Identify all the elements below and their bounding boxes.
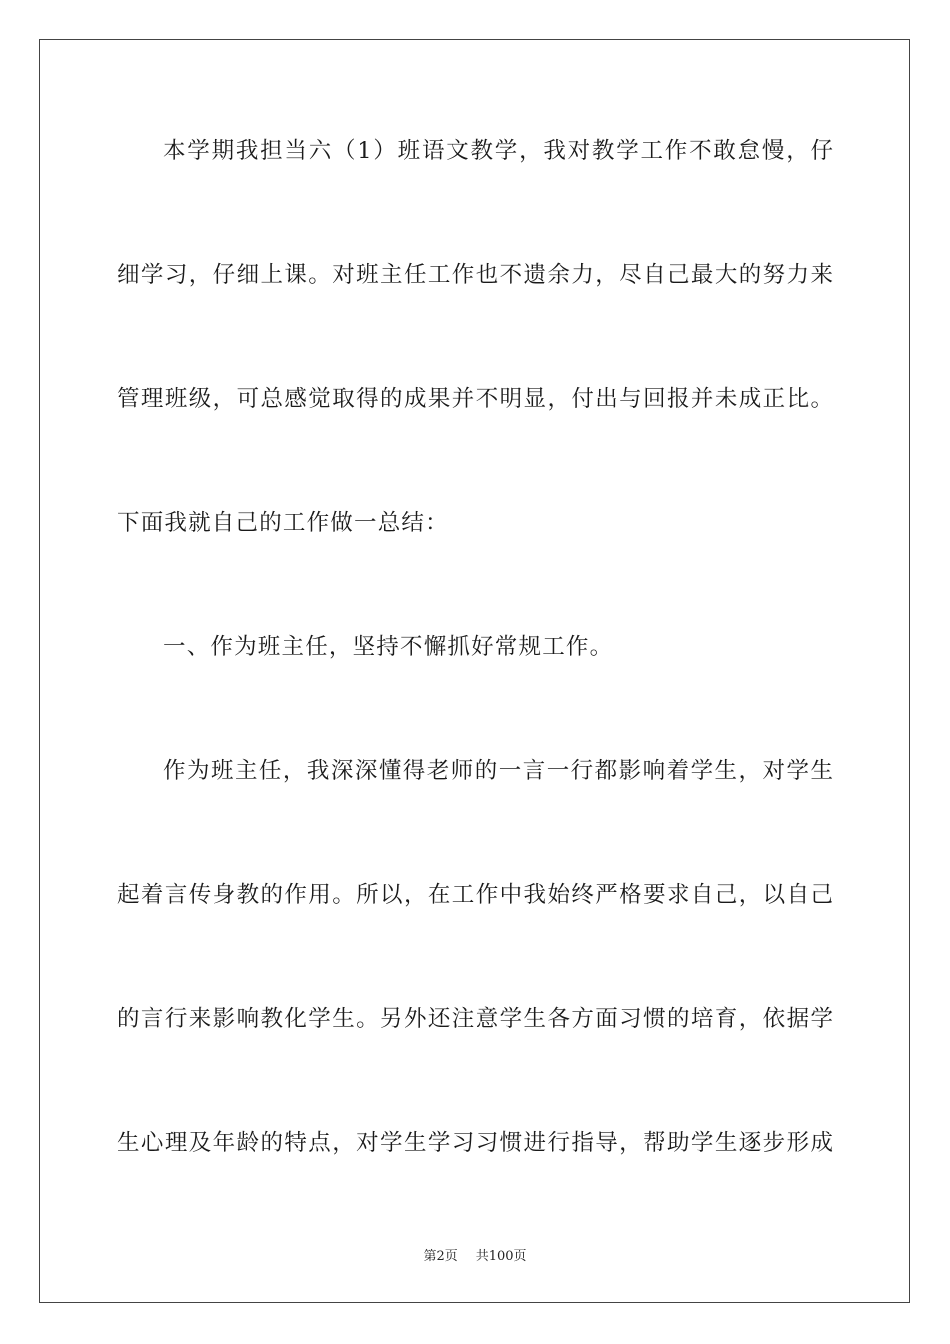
- paragraph-line: 细学习，仔细上课。对班主任工作也不遗余力，尽自己最大的努力来: [117, 262, 833, 288]
- paragraph-line: 生心理及年龄的特点，对学生学习习惯进行指导，帮助学生逐步形成: [117, 1130, 833, 1156]
- paragraph-line: 管理班级，可总感觉取得的成果并不明显，付出与回报并未成正比。: [117, 386, 833, 412]
- paragraph-line: 本学期我担当六（1）班语文教学，我对教学工作不敢怠慢，仔: [163, 138, 833, 164]
- paragraph-line: 下面我就自己的工作做一总结：: [117, 510, 449, 536]
- page-frame: [39, 39, 910, 1303]
- page-number: 第2页: [423, 1249, 458, 1264]
- section-heading: 一、作为班主任，坚持不懈抓好常规工作。: [163, 634, 614, 660]
- paragraph-line: 的言行来影响教化学生。另外还注意学生各方面习惯的培育，依据学: [117, 1006, 833, 1032]
- paragraph-line: 起着言传身教的作用。所以，在工作中我始终严格要求自己，以自己: [117, 882, 833, 908]
- total-pages: 共100页: [475, 1249, 527, 1264]
- paragraph-line: 作为班主任，我深深懂得老师的一言一行都影响着学生，对学生: [163, 758, 833, 784]
- page-footer: [0, 1248, 950, 1266]
